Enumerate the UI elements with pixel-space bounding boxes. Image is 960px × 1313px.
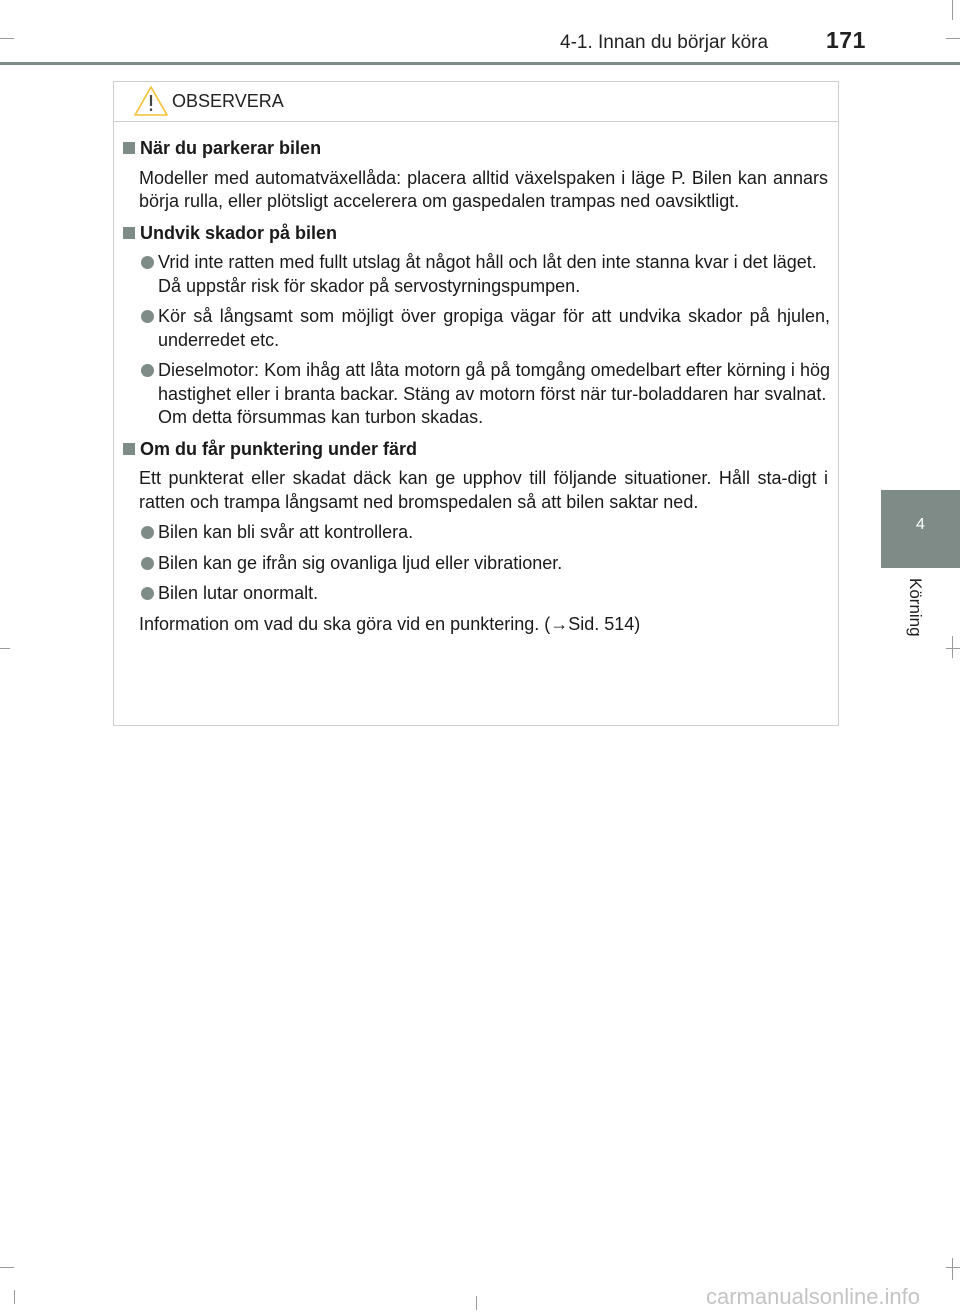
round-bullet-icon [141,256,154,269]
section-heading-text: När du parkerar bilen [140,138,322,158]
crop-mark [946,648,960,649]
section-heading [114,438,838,462]
crop-mark [476,1296,477,1310]
chapter-number: 4 [916,516,925,533]
crop-mark [952,0,953,20]
notice-title: OBSERVERA [172,91,284,111]
round-bullet-icon [141,587,154,600]
list-item-text: Dieselmotor: Kom ihåg att låta motorn gå på tomgång omedelbart efter körning i hög hastighet eller i branta backar. Stäng av motorn först när tur-boladdaren har svalnat. [158,360,830,404]
list-item-text: Kör så långsamt som möjligt över gropiga vägar för att undvika skador på hjulen, underredet etc. [158,306,830,350]
crop-mark [952,636,953,658]
crop-mark [946,38,960,39]
list-item-text: Bilen kan ge ifrån sig ovanliga ljud eller vibrationer. [158,552,563,573]
notice-content [114,137,838,643]
page-reference[interactable]: Information om vad du ska göra vid en punktering. (→Sid. 514) [139,613,641,634]
crop-mark [946,1267,960,1268]
chapter-tab [881,490,960,568]
crop-mark [952,1258,953,1280]
list-item [158,552,830,576]
section-heading [114,222,838,246]
list-item [158,251,830,298]
crop-mark [0,648,10,649]
section-heading-text: Om du får punktering under färd [140,438,418,459]
square-bullet-icon [123,443,135,455]
notice-header [114,82,838,122]
chapter-label: Körning [906,578,925,637]
list-item-text: Bilen lutar onormalt. [158,583,319,603]
page-number: 171 [826,27,866,53]
list-item [158,359,830,430]
list-item-text: Bilen kan bli svår att kontrollera. [158,522,414,542]
crop-mark [0,38,14,39]
header-rule [0,62,960,65]
square-bullet-icon [123,227,135,239]
section-heading [114,137,838,161]
section-title: 4-1. Innan du börjar köra [560,32,769,53]
list-item [158,582,830,606]
round-bullet-icon [141,310,154,323]
crop-mark [14,1290,15,1304]
round-bullet-icon [141,526,154,539]
section-paragraph: Modeller med automatväxellåda: placera alltid växelspaken i läge P. Bilen kan annars börja rulla, eller plötsligt accelerera om gaspedalen trampas ned oavsiktligt. [139,167,828,211]
list-item-text: Vrid inte ratten med fullt utslag åt något håll och låt den inte stanna kvar i det läget. [158,252,817,272]
crop-mark [0,1267,14,1268]
section-heading-text: Undvik skador på bilen [140,222,338,243]
list-item-note: Om detta försummas kan turbon skadas. [158,407,484,427]
warning-triangle-icon [133,85,169,117]
watermark: carmanualsonline.info [706,1284,921,1309]
round-bullet-icon [141,557,154,570]
list-item [158,305,830,352]
notice-box [113,81,839,726]
list-item [158,521,830,545]
square-bullet-icon [123,142,135,154]
list-item-note: Då uppstår risk för skador på servostyrningspumpen. [158,275,581,296]
round-bullet-icon [141,364,154,377]
section-paragraph: Ett punkterat eller skadat däck kan ge upphov till följande situationer. Håll sta-digt i ratten och trampa långsamt ned bromspedalen så att bilen saktar ned. [139,468,828,512]
